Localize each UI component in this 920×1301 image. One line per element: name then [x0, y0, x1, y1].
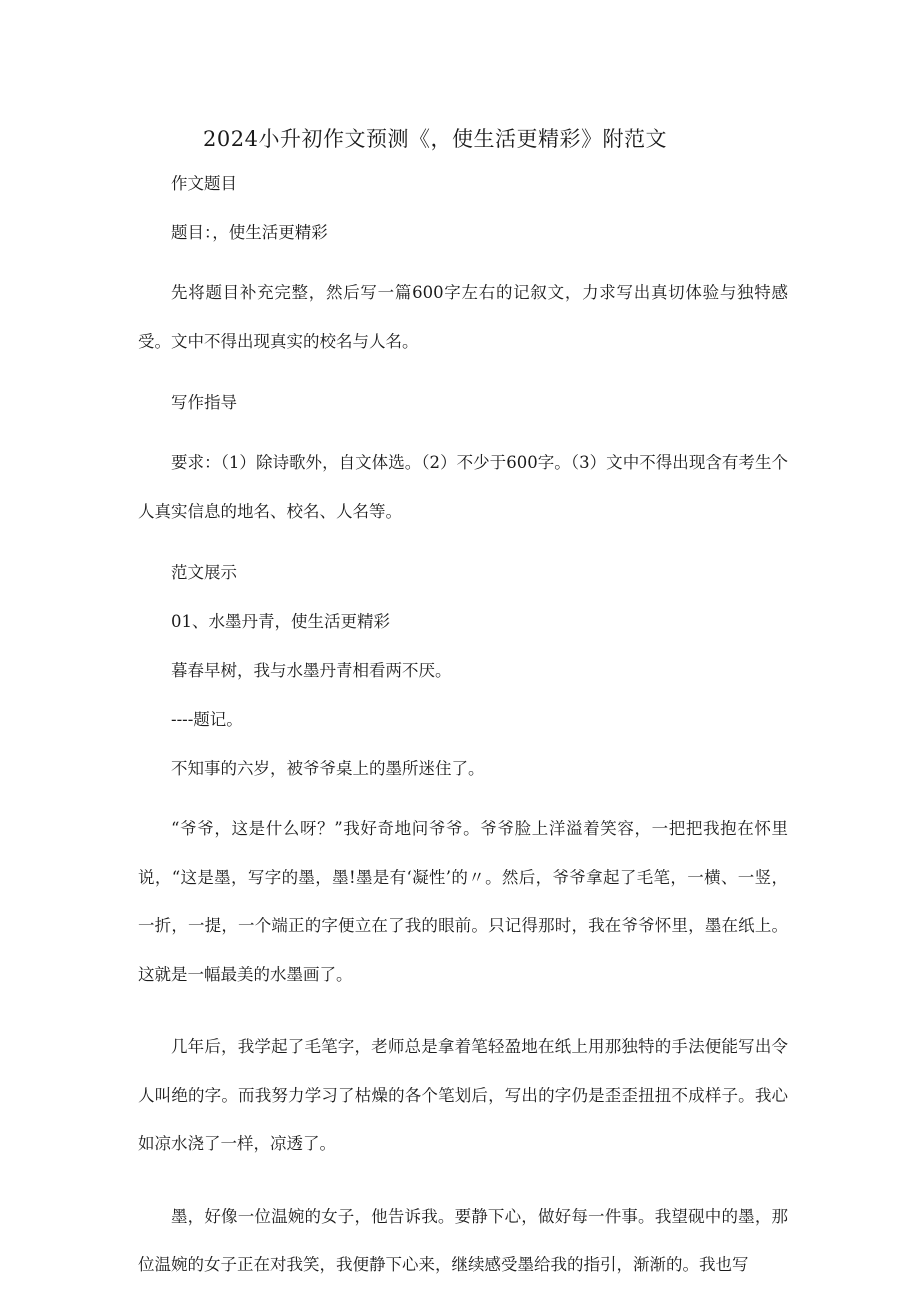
paragraph-heading-topic: 作文题目: [171, 174, 237, 193]
paragraph-story-4: 墨，好像一位温婉的女子，他告诉我。要静下心，做好每一件事。我望砚中的墨，那位温婉的女子正在对我笑，我便静下心来，继续感受墨给我的指引，渐渐的。我也写: [138, 1206, 788, 1274]
paragraph-instructions: 先将题目补充完整，然后写一篇600字左右的记叙文，力求写出真切体验与独特感受。文中不得出现真实的校名与人名。: [138, 283, 788, 351]
paragraph-heading-sample: 范文展示: [171, 563, 237, 582]
paragraph-story-2: “爷爷，这是什么呀？”我好奇地问爷爷。爷爷脸上洋溢着笑容，一把把我抱在怀里说，“这是墨，写字的墨，墨!墨是有‘凝性’的〃。然后，爷爷拿起了毛笔，一横、一竖，一折，一提，一个端正的字便立在了我的眼前。只记得那时，我在爷爷怀里，墨在纸上。这就是一幅最美的水墨画了。: [138, 819, 788, 984]
document-title: 2024小升初作文预测《，使生活更精彩》附范文: [203, 127, 667, 151]
paragraph-story-1: 不知事的六岁，被爷爷桌上的墨所迷住了。: [171, 759, 485, 778]
paragraph-epigraph-note: ----题记。: [171, 710, 243, 729]
paragraph-epigraph: 暮春早树，我与水墨丹青相看两不厌。: [171, 661, 452, 680]
paragraph-topic: 题目：，使生活更精彩: [171, 223, 328, 242]
paragraph-sample-title: 01、水墨丹青，使生活更精彩: [171, 612, 390, 631]
paragraph-story-3: 几年后，我学起了毛笔字，老师总是拿着笔轻盈地在纸上用那独特的手法便能写出令人叫绝的字。而我努力学习了枯燥的各个笔划后，写出的字仍是歪歪扭扭不成样子。我心如凉水浇了一样，凉透了。: [138, 1037, 788, 1153]
document-body: [138, 171, 788, 1290]
paragraph-requirements: 要求：（1）除诗歌外，自文体选。（2）不少于600字。（3）文中不得出现含有考生个人真实信息的地名、校名、人名等。: [138, 453, 788, 521]
paragraph-heading-guide: 写作指导: [171, 393, 237, 412]
